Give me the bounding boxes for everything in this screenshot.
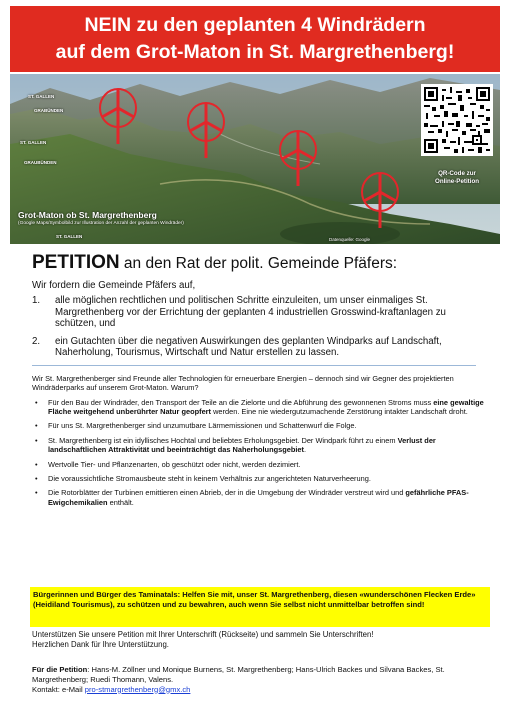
wind-turbine-icon (184, 102, 228, 158)
list-item: 1. alle möglichen rechtlichen und politischen Schritte einzuleiten, um unser einmaliges St. Margrethenberg vor der Errichtung der geplanten 4 industriellen Grosswind-kraftanlagen zu schützen, und (32, 295, 446, 329)
petition-headline-bold: PETITION (32, 252, 120, 273)
wind-turbine-icon (276, 130, 320, 186)
list-item: • Für uns St. Margrethenberger sind unzumutbare Lärmemissionen und Schattenwurf die Folge. (35, 421, 357, 431)
petition-intro: Wir fordern die Gemeinde Pfäfers auf, (32, 280, 196, 291)
list-item: • Die Rotorblätter der Turbinen emittieren einen Abrieb, der in die Umgebung der Windräder verstreut wird und gefährliche PFAS-Ewigchemikalien enthält. (35, 488, 469, 507)
signers-names: : Hans-M. Zöllner und Monique Burnens, St. Margrethenberg; Hans-Ulrich Backes und Silvana Backes, St. Margrethenberg; Ruedi Thomann, Valens. (32, 665, 445, 684)
email-link[interactable]: pro-stmargrethenberg@gmx.ch (84, 684, 191, 694)
petition-headline-rest: an den Rat der polit. Gemeinde Pfäfers: (119, 255, 398, 272)
list-item: • St. Margrethenberg ist ein idyllisches Hochtal und beliebtes Erholungsgebiet. Der Windpark führt zu einem Verlust der landschaftlichen Attraktivität und beeinträchtigt das Naherholungsgebiet. (35, 435, 436, 455)
photo-title: Grot-Maton ob St. Margrethenberg (18, 210, 157, 220)
divider (32, 365, 476, 366)
list-item: • Die voraussichtliche Stromausbeute steht in keinem Verhältnis zur angerichteten Naturverheerung. (35, 473, 371, 483)
qr-caption: QR-Code zur Online-Petition (435, 170, 479, 185)
appeal-box: Bürgerinnen und Bürger des Taminatals: Helfen Sie mit, unser St. Margrethenberg, diesen «wunderschönen Flecken Erde» (Heidiland Tourismus), zu schützen und zu bewahren, auch wenn Sie selbst nicht unmittelbar betroffen sind! (30, 587, 490, 627)
reasons-intro: Wir St. Margrethenberger sind Freunde aller Technologien für erneuerbare Energien – dennoch sind wir Gegner des projektierten Windräderparks auf unserem Grot-Maton. Warum? (32, 373, 454, 392)
qr-code-icon[interactable] (421, 84, 493, 156)
list-item: • Für den Bau der Windräder, den Transport der Teile an die Zielorte und die Abführung des gewonnenen Stroms muss eine gewaltige Fläche weitgehend unberührter Natur geopfert werden. Eine nie wiedergutzumachende Zerstörung intakter Landschaft droht. (35, 397, 484, 416)
petition-section (32, 252, 487, 512)
photo-subtitle: (Google Maps/Symbolbild zur Illustration der Anzahl der geplanten Windräder) (18, 221, 184, 226)
map-place-label: GRABÜNDEN (34, 108, 64, 113)
support-text (32, 630, 490, 650)
banner-line-1: NEIN zu den geplanten 4 Windrädern (84, 14, 426, 36)
banner-line-2: auf dem Grot-Maton in St. Margrethenberg! (55, 41, 455, 63)
photo-copyright: Datenquelle: Google (328, 237, 370, 242)
reasons-list (32, 398, 487, 508)
support-line-1: Unterstützen Sie unsere Petition mit Ihrer Unterschrift (Rückseite) und sammeln Sie Unterschriften! (32, 630, 374, 639)
signers-block (32, 665, 490, 694)
wind-turbine-icon (358, 172, 402, 228)
headline-banner (10, 6, 500, 72)
aerial-photo (10, 74, 500, 244)
signers-label: Für die Petition (32, 665, 88, 674)
map-place-label: ST. GALLEN (20, 140, 47, 145)
contact-label: Kontakt: e-Mail (32, 684, 85, 694)
list-item: 2. ein Gutachten über die negativen Auswirkungen des geplanten Windparks auf Landschaft, Naherholung, Tourismus, Wirtschaft und Natur erstellen zu lassen. (32, 335, 442, 358)
wind-turbine-icon (96, 88, 140, 144)
map-place-label: ST. GALLEN (28, 94, 55, 99)
map-place-label: GRAUBÜNDEN (24, 160, 57, 165)
support-line-2: Herzlichen Dank für Ihre Unterstützung. (32, 640, 169, 649)
map-place-label: ST. GALLEN (56, 234, 83, 239)
demand-list (32, 295, 487, 359)
list-item: • Wertvolle Tier- und Pflanzenarten, ob geschützt oder nicht, werden dezimiert. (35, 459, 301, 469)
petition-headline (32, 252, 487, 274)
